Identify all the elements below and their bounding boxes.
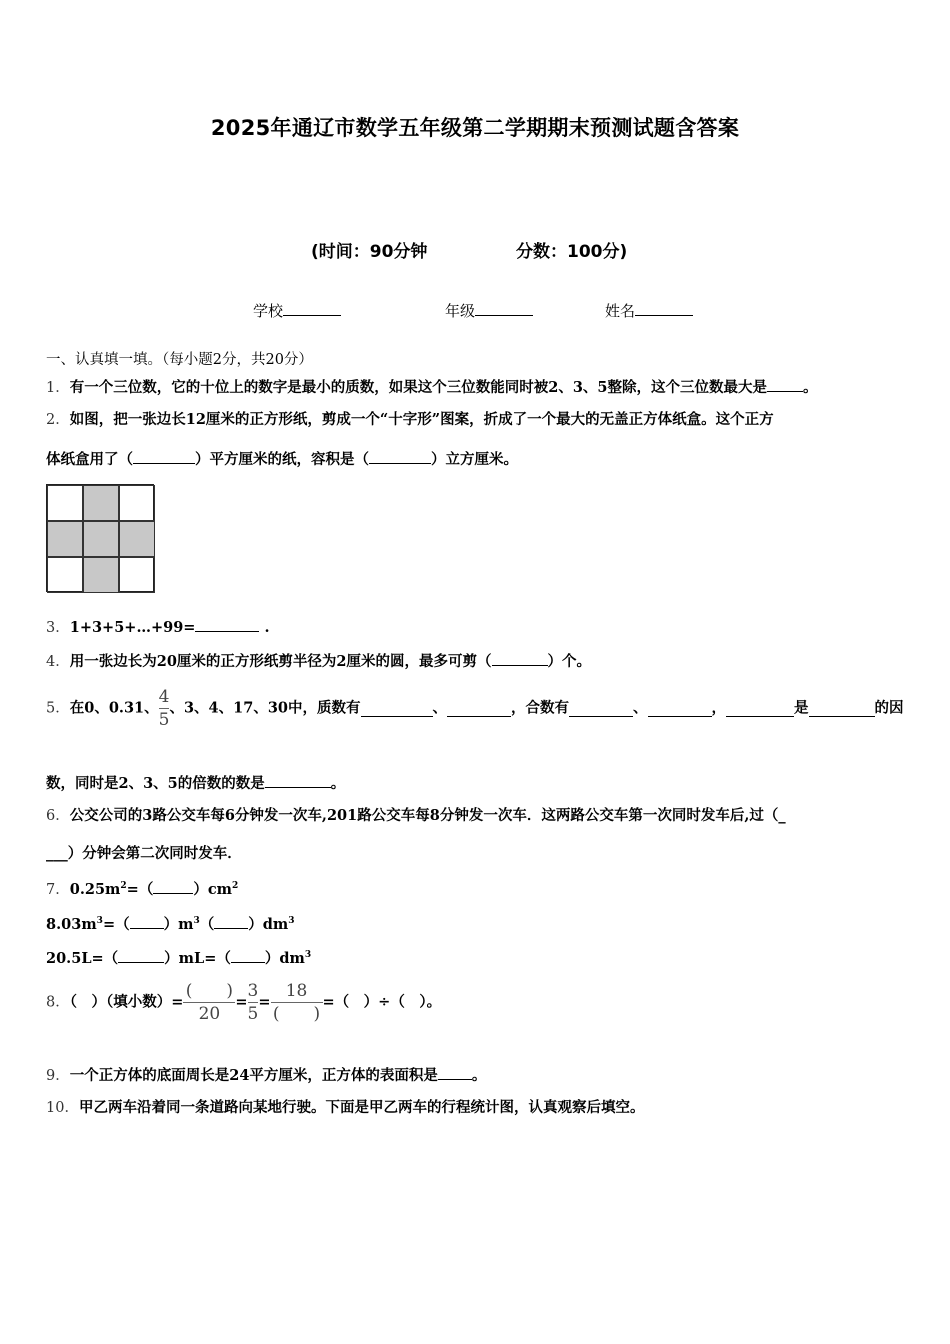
question-5-line2: 数，同时是2、3、5的倍数的数是 。: [46, 772, 345, 794]
q5-composite-blank-1[interactable]: [569, 701, 633, 717]
name-label: 姓名: [605, 302, 636, 320]
fraction-3-5: $\frac{3}{5}$: [247, 981, 259, 1024]
q7-blank-cm2[interactable]: [153, 878, 193, 894]
document-title: 2025年通辽市数学五年级第二学期期末预测试题含答案: [210, 116, 740, 140]
question-3: 3．1+3+5+…+99= .: [46, 616, 270, 638]
fraction-blank-over-20[interactable]: $\frac{( )}{20}$: [183, 980, 235, 1025]
fraction-18-over-blank[interactable]: $\frac{18}{( )}$: [271, 980, 323, 1025]
question-6-line2: ___）分钟会第二次同时发车．: [46, 845, 242, 862]
question-7-a: 7．$0.25m^2=$（ ）$cm^2$: [46, 876, 238, 900]
question-1: 1．有一个三位数，它的十位上的数字是最小的质数，如果这个三位数能同时被2、3、5整除，这个三位数最大是 。: [46, 376, 818, 398]
grid-cell-shaded: [83, 485, 119, 521]
grid-cell-shaded: [47, 521, 83, 557]
grid-cell: [119, 557, 155, 593]
grade-field: [445, 300, 533, 321]
exam-time: (时间：90分钟: [311, 242, 428, 262]
q3-blank[interactable]: [195, 616, 259, 632]
section-heading: 一、认真填一填。（每小题2分，共20分）: [46, 352, 313, 368]
grid-cell-shaded: [119, 521, 155, 557]
school-field: [253, 300, 341, 321]
school-label: 学校: [253, 302, 284, 320]
cross-shape-figure: [46, 484, 154, 592]
q5-multiple-blank[interactable]: [809, 701, 875, 717]
q2-blank-area[interactable]: [133, 448, 195, 464]
question-7-c: 20.5L=（ ）mL=（ ）$dm^3$: [46, 945, 311, 969]
name-field: [605, 300, 693, 321]
q4-blank[interactable]: [492, 650, 548, 666]
fraction-4-5: $\frac{4}{5}$: [158, 687, 170, 730]
question-10: 10．甲乙两车沿着同一条道路向某地行驶。下面是甲乙两车的行程统计图，认真观察后填空。: [46, 1099, 645, 1116]
q5-factor-blank[interactable]: [726, 701, 794, 717]
grid-cell: [47, 557, 83, 593]
q7-blank-l-dm3[interactable]: [231, 947, 265, 963]
q5-prime-blank-1[interactable]: [361, 701, 433, 717]
q2-blank-volume[interactable]: [369, 448, 431, 464]
q7-blank-m3[interactable]: [130, 913, 164, 929]
q1-blank[interactable]: [767, 376, 803, 392]
grid-cell-shaded: [83, 557, 119, 593]
q7-blank-dm3[interactable]: [214, 913, 248, 929]
grid-cell: [119, 485, 155, 521]
question-7-b: $8.03m^3=$（ ）$m^3$（ ）$dm^3$: [46, 911, 294, 935]
question-6-line1: 6．公交公司的3路公交车每6分钟发一次车,201路公交车每8分钟发一次车．这两路公交车第一次同时发车后,过（_: [46, 807, 786, 824]
question-9: 9．一个正方体的底面周长是24平方厘米，正方体的表面积是 。: [46, 1064, 486, 1086]
question-2-line1: 2．如图，把一张边长12厘米的正方形纸，剪成一个“十字形”图案，折成了一个最大的无盖正方体纸盒。这个正方: [46, 411, 774, 428]
grade-label: 年级: [445, 302, 476, 320]
name-blank[interactable]: [635, 300, 693, 316]
question-2-line2: 体纸盒用了（ ）平方厘米的纸，容积是（ ）立方厘米。: [46, 448, 518, 470]
school-blank[interactable]: [283, 300, 341, 316]
question-5-line1: 5．在0、0.31、 $\frac{4}{5}$ 、3、4、17、30中，质数有 、 ，合数有 、 ， 是 的因: [46, 687, 904, 730]
question-8: 8．（ ）（填小数）= $\frac{( )}{20}$ = $\frac{3}{5}$ = $\frac{18}{( )}$ =（ ）÷（ ）。: [46, 981, 442, 1024]
q5-common-multiple-blank[interactable]: [265, 772, 331, 788]
q7-blank-ml[interactable]: [118, 947, 164, 963]
exam-score: 分数：100分): [516, 242, 628, 262]
q5-composite-blank-2[interactable]: [648, 701, 712, 717]
question-4: 4．用一张边长为20厘米的正方形纸剪半径为2厘米的圆，最多可剪（ ）个。: [46, 650, 591, 672]
q5-prime-blank-2[interactable]: [447, 701, 511, 717]
grid-cell: [47, 485, 83, 521]
grid-cell-shaded: [83, 521, 119, 557]
q9-blank[interactable]: [438, 1064, 472, 1080]
grade-blank[interactable]: [475, 300, 533, 316]
